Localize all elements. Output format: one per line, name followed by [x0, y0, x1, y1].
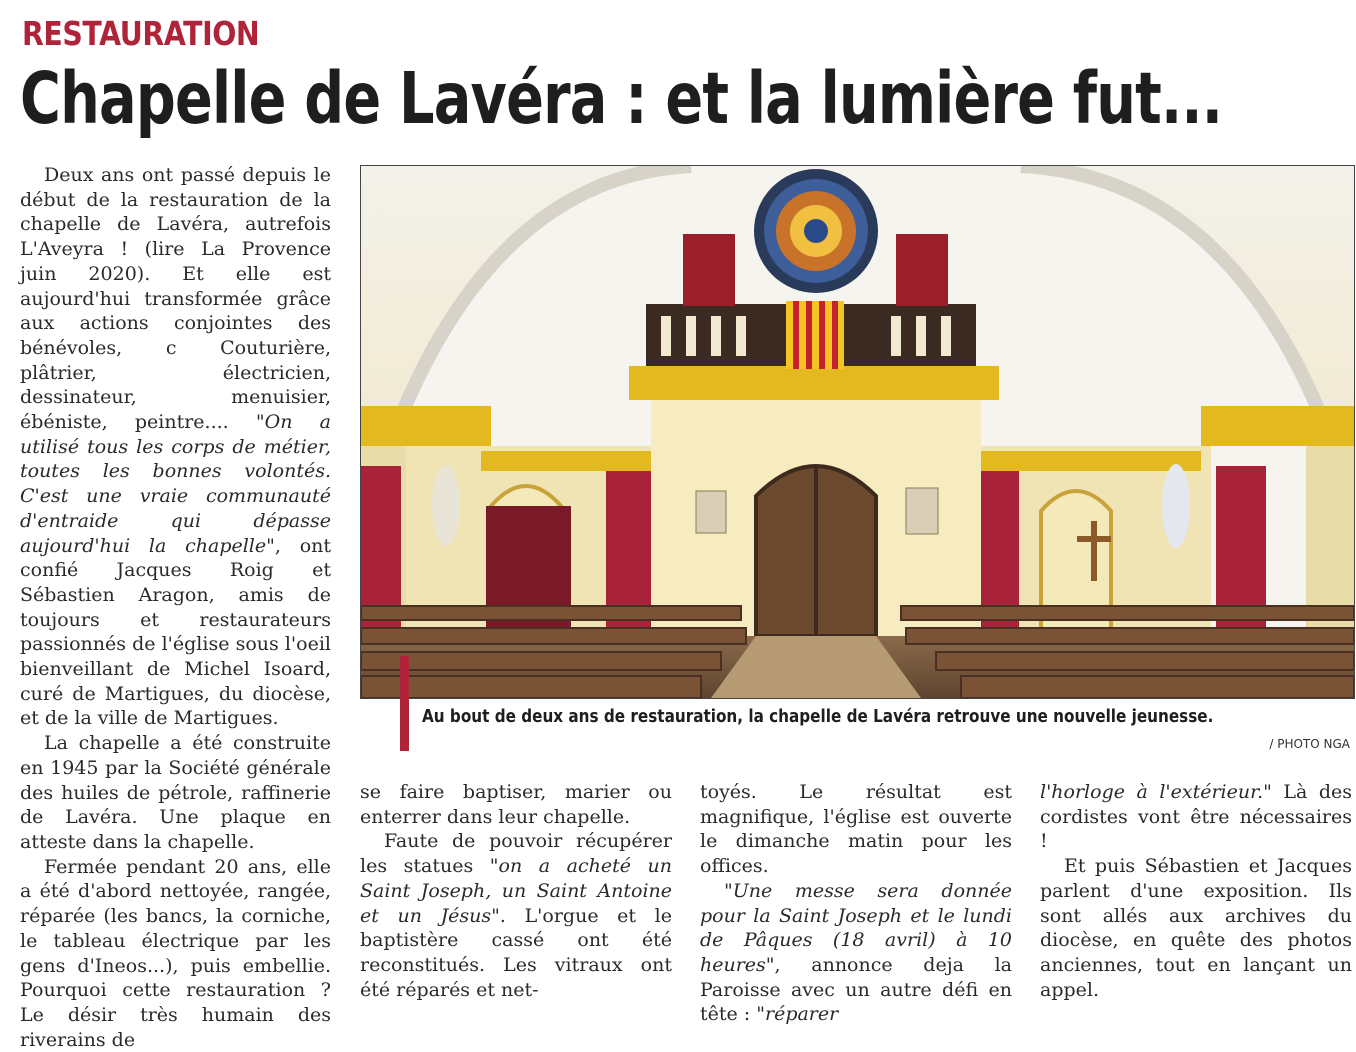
article-photo: [360, 165, 1355, 699]
paragraph: La chapelle a été construite en 1945 par la Société générale des huiles de pétrole, raffinerie de Lavéra. Une plaque en atteste dans la chapelle.: [20, 732, 331, 853]
article-column-2: [360, 780, 672, 1002]
headline: Chapelle de Lavéra : et la lumière fut...: [20, 57, 1223, 140]
section-kicker: RESTAURATION: [22, 14, 260, 53]
paragraph: Fermée pendant 20 ans, elle a été d'abord nettoyée, rangée, réparée (les bancs, la corniche, le tableau électrique par les gens d'Ineos...), puis embellie. Pourquoi cette restauration ? Le désir très humain des riverains de: [20, 855, 331, 1051]
paragraph: Deux ans ont passé depuis le début de la restauration de la chapelle de Lavéra, autrefois L'Aveyra ! (lire La Provence juin 2020). Et elle est aujourd'hui transformée grâce aux actions conjointes des bénévoles, c Couturière, plâtrier, électricien, dessinateur, menuisier, ébéniste, peintre.... "On a utilisé tous les corps de métier, toutes les bonnes volontés. C'est une vraie communauté d'entraide qui dépasse aujourd'hui la chapelle", ont confié Jacques Roig et Sébastien Aragon, amis de toujours et restaurateurs passionnés de l'église sous l'oeil bienveillant de Michel Isoard, curé de Martigues, du diocèse, et de la ville de Martigues.: [20, 164, 332, 730]
quote: "on a acheté un Saint Joseph, un Saint Antoine et un Jésus": [360, 855, 673, 927]
photo-caption: Au bout de deux ans de restauration, la chapelle de Lavéra retrouve une nouvelle jeunesse.: [422, 707, 1214, 727]
paragraph: se faire baptiser, marier ou enterrer dans leur chapelle.: [360, 781, 672, 828]
paragraph: l'horloge à l'extérieur." Là des cordistes vont être nécessaires !: [1040, 781, 1352, 853]
quote: Une messe sera donnée pour la Saint Joseph et le lundi de Pâques (18 avril) à 10 heures": [700, 879, 1012, 976]
article-column-3: [700, 780, 1012, 1027]
paragraph: toyés. Le résultat est magnifique, l'église est ouverte le dimanche matin pour les offices.: [700, 781, 1012, 878]
photo-credit: / PHOTO NGA: [1269, 737, 1350, 751]
paragraph: "Une messe sera donnée pour la Saint Joseph et le lundi de Pâques (18 avril) à 10 heures", annonce deja la Paroisse avec un autre défi en tête : "réparer: [700, 879, 1012, 1026]
quote: "réparer: [756, 1003, 839, 1026]
caption-accent-bar: [400, 656, 409, 751]
chapel-interior-illustration: [361, 166, 1354, 698]
paragraph: Faute de pouvoir récupérer les statues "on a acheté un Saint Joseph, un Saint Antoine et un Jésus". L'orgue et le baptistère cassé ont été reconstitués. Les vitraux ont été réparés et net-: [360, 830, 673, 1001]
paragraph: Et puis Sébastien et Jacques parlent d'une exposition. Ils sont allés aux archives du diocèse, en quête des photos anciennes, tout en lançant un appel.: [1040, 855, 1352, 1001]
article-column-4: [1040, 780, 1352, 1002]
quote: On a utilisé tous les corps de métier, toutes les bonnes volontés. C'est une vraie communauté d'entraide qui dépasse aujourd'hui la chapelle": [20, 411, 331, 557]
article-column-1: [20, 163, 331, 1052]
quote: l'horloge à l'extérieur.": [1040, 781, 1272, 803]
